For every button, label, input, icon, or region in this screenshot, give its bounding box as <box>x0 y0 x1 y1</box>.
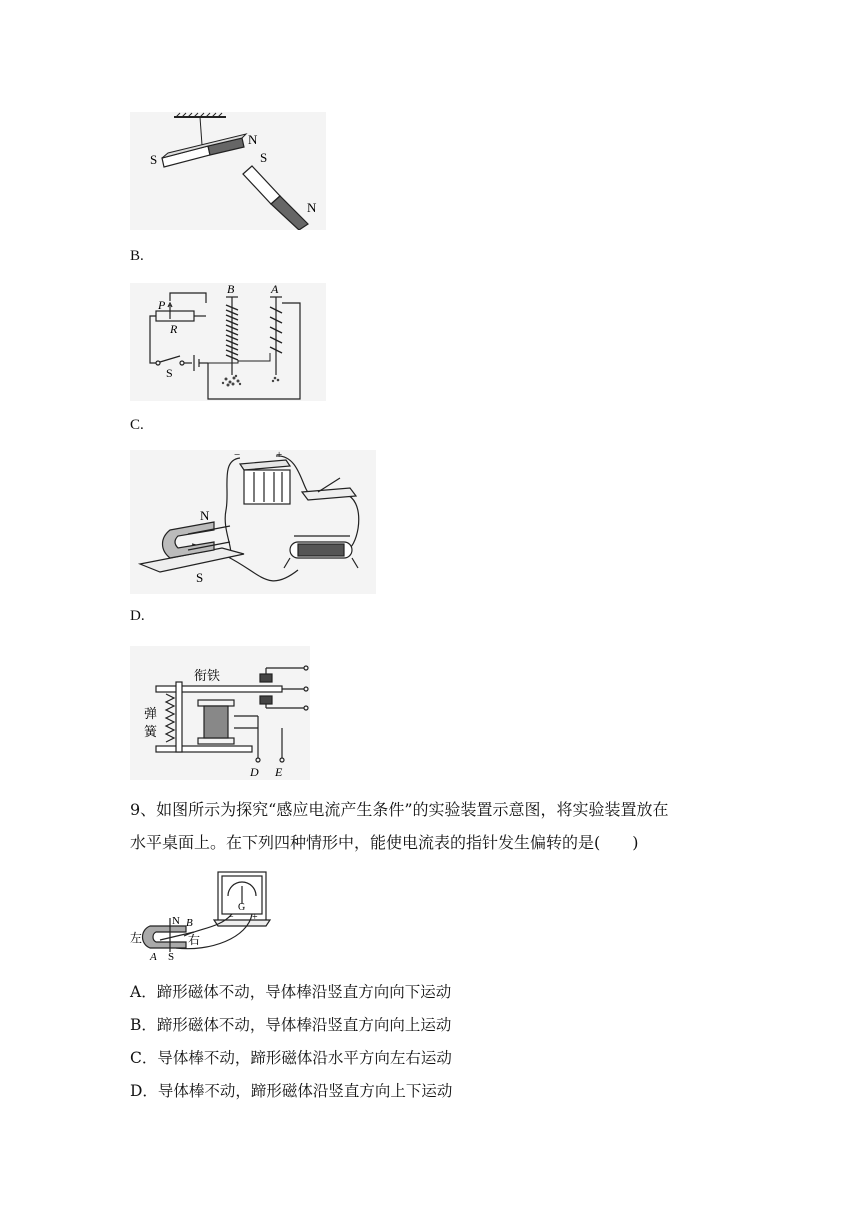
fig-b-label-p: P <box>158 298 166 312</box>
q9-fig-label-s: S <box>168 951 175 962</box>
question-9-stem <box>130 793 740 859</box>
option-c-label: C. <box>130 417 144 433</box>
fig-d-label-spring-2: 簧 <box>144 725 158 740</box>
fig-d-label-spring-1: 弹 <box>144 707 158 722</box>
q9-fig-label-left: 左 <box>130 931 143 945</box>
q9-fig-label-minus: − <box>228 912 234 923</box>
q9-fig-label-b: B <box>186 917 193 929</box>
fig-d-label-armature: 衔铁 <box>194 669 221 684</box>
fig-c-label-s: S <box>196 570 204 585</box>
q9-fig-label-a: A <box>150 951 157 962</box>
q9-fig-label-right: 右 <box>188 933 201 947</box>
fig-b-label-a: A <box>271 283 279 296</box>
question-9-option-c: C．导体棒不动，蹄形磁体沿水平方向左右运动 <box>130 1049 452 1067</box>
option-d-label: D. <box>130 608 145 624</box>
question-9-line-2: 水平桌面上。在下列四种情形中，能使电流表的指针发生偏转的是( ) <box>130 833 639 852</box>
question-9-option-d: D．导体棒不动，蹄形磁体沿竖直方向上下运动 <box>130 1082 453 1100</box>
fig-b-label-b: B <box>227 283 235 296</box>
fig-c-label-plus: + <box>276 450 283 461</box>
fig-d-label-e: E <box>275 765 283 779</box>
question-9-option-b: B．蹄形磁体不动，导体棒沿竖直方向向上运动 <box>130 1016 452 1034</box>
figure-motor-circuit <box>130 450 376 594</box>
fig-c-label-n: N <box>200 508 210 523</box>
fig-a-label-s2: S <box>260 150 268 165</box>
question-9-option-a: A．蹄形磁体不动，导体棒沿竖直方向向下运动 <box>130 983 452 1001</box>
figure-electromagnets <box>130 283 326 401</box>
q9-fig-label-n: N <box>172 915 180 927</box>
fig-d-label-d: D <box>250 765 259 779</box>
figure-relay <box>130 646 310 780</box>
figure-induction-setup <box>130 868 276 962</box>
figure-suspended-magnets <box>130 112 326 230</box>
option-b-label: B. <box>130 248 144 264</box>
fig-c-label-minus: − <box>234 450 241 461</box>
fig-b-label-r: R <box>170 322 178 336</box>
q9-fig-label-plus: + <box>252 912 258 923</box>
fig-a-label-n1: N <box>248 132 258 147</box>
fig-a-label-s1: S <box>150 152 158 167</box>
q9-fig-label-g: G <box>238 902 246 913</box>
fig-a-label-n2: N <box>307 200 317 215</box>
question-9-line-1: 9、如图所示为探究“感应电流产生条件”的实验装置示意图，将实验装置放在 <box>130 800 669 819</box>
fig-b-label-s: S <box>166 366 173 380</box>
